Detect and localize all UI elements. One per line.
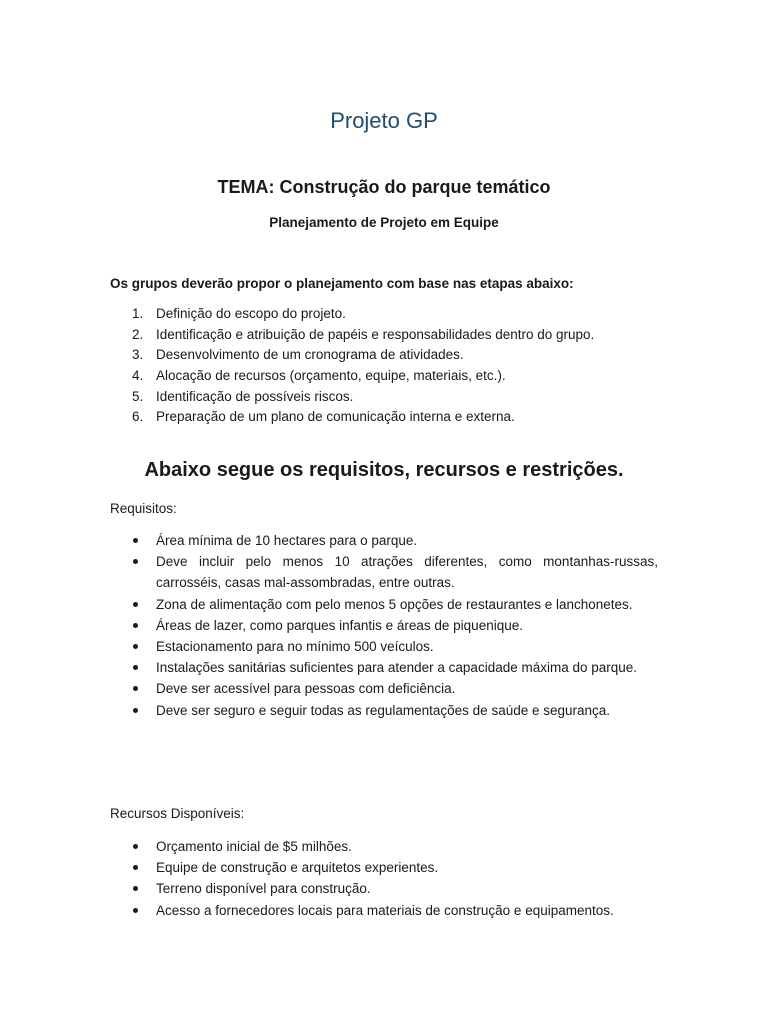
resources-label: Recursos Disponíveis: bbox=[110, 806, 245, 821]
requirement-text: Deve ser acessível para pessoas com deficiência. bbox=[156, 681, 456, 697]
bullet-icon bbox=[133, 559, 138, 564]
resource-text: Acesso a fornecedores locais para materiais de construção e equipamentos. bbox=[156, 902, 614, 918]
theme-heading: TEMA: Construção do parque temático bbox=[217, 177, 551, 197]
resource-item bbox=[110, 878, 658, 899]
bullet-icon bbox=[133, 665, 138, 670]
requirement-text: Áreas de lazer, como parques infantis e áreas de piquenique. bbox=[156, 617, 523, 633]
document-title: Projeto GP bbox=[330, 108, 438, 133]
requirement-text: Instalações sanitárias suficientes para atender a capacidade máxima do parque. bbox=[156, 660, 638, 676]
requirement-item bbox=[110, 636, 658, 657]
step-item bbox=[110, 407, 670, 428]
bullet-icon bbox=[133, 708, 138, 713]
resource-text: Orçamento inicial de $5 milhões. bbox=[156, 839, 352, 854]
requirement-item bbox=[110, 551, 658, 593]
requirement-text: Estacionamento para no mínimo 500 veículos. bbox=[156, 639, 434, 655]
requirement-text: Área mínima de 10 hectares para o parque. bbox=[156, 533, 418, 548]
requirement-text: Deve ser seguro e seguir todas as regulamentações de saúde e segurança. bbox=[156, 702, 611, 718]
requirement-text: Deve incluir pelo menos 10 atrações diferentes, como montanhas-russas, carrosséis, casas mal-assombradas, entre outras. bbox=[156, 554, 658, 591]
resources-list bbox=[110, 836, 658, 921]
bullet-icon bbox=[133, 602, 138, 607]
step-text: Alocação de recursos (orçamento, equipe, materiais, etc.). bbox=[156, 368, 506, 384]
step-text: Preparação de um plano de comunicação interna e externa. bbox=[156, 409, 515, 425]
step-item bbox=[110, 387, 670, 408]
resource-text: Terreno disponível para construção. bbox=[156, 881, 371, 897]
requirements-list bbox=[110, 530, 658, 721]
resource-item bbox=[110, 857, 658, 878]
requirements-label: Requisitos: bbox=[110, 501, 177, 516]
bullet-icon bbox=[133, 865, 138, 870]
resource-text: Equipe de construção e arquitetos experientes. bbox=[156, 860, 439, 876]
steps-list bbox=[110, 304, 670, 428]
step-number: 2. bbox=[132, 326, 144, 342]
intro-text: Os grupos deverão propor o planejamento com base nas etapas abaixo: bbox=[110, 276, 574, 291]
bullet-icon bbox=[133, 644, 138, 649]
requirement-item bbox=[110, 594, 658, 615]
bullet-icon bbox=[133, 623, 138, 628]
step-text: Identificação de possíveis riscos. bbox=[156, 388, 354, 404]
step-text: Definição do escopo do projeto. bbox=[156, 306, 346, 321]
section-heading: Abaixo segue os requisitos, recursos e restrições. bbox=[144, 459, 624, 481]
step-item bbox=[110, 345, 670, 366]
requirement-item bbox=[110, 615, 658, 636]
step-number: 5. bbox=[132, 388, 144, 404]
resource-item bbox=[110, 900, 658, 921]
requirement-item bbox=[110, 678, 658, 699]
step-item bbox=[110, 325, 670, 346]
step-item bbox=[110, 366, 670, 387]
bullet-icon bbox=[133, 908, 138, 913]
bullet-icon bbox=[133, 686, 138, 691]
requirement-item bbox=[110, 700, 658, 721]
resource-item bbox=[110, 836, 658, 857]
bullet-icon bbox=[133, 538, 138, 543]
subtitle: Planejamento de Projeto em Equipe bbox=[269, 215, 499, 230]
step-item bbox=[110, 304, 670, 325]
bullet-icon bbox=[133, 844, 138, 849]
requirement-item bbox=[110, 657, 658, 678]
step-number: 6. bbox=[132, 409, 144, 425]
step-number: 4. bbox=[132, 368, 144, 384]
bullet-icon bbox=[133, 886, 138, 891]
step-number: 3. bbox=[132, 347, 144, 363]
step-text: Identificação e atribuição de papéis e responsabilidades dentro do grupo. bbox=[156, 326, 595, 342]
requirement-item bbox=[110, 530, 658, 551]
step-text: Desenvolvimento de um cronograma de atividades. bbox=[156, 347, 464, 363]
step-number: 1. bbox=[132, 306, 144, 321]
requirement-text: Zona de alimentação com pelo menos 5 opções de restaurantes e lanchonetes. bbox=[156, 596, 633, 612]
